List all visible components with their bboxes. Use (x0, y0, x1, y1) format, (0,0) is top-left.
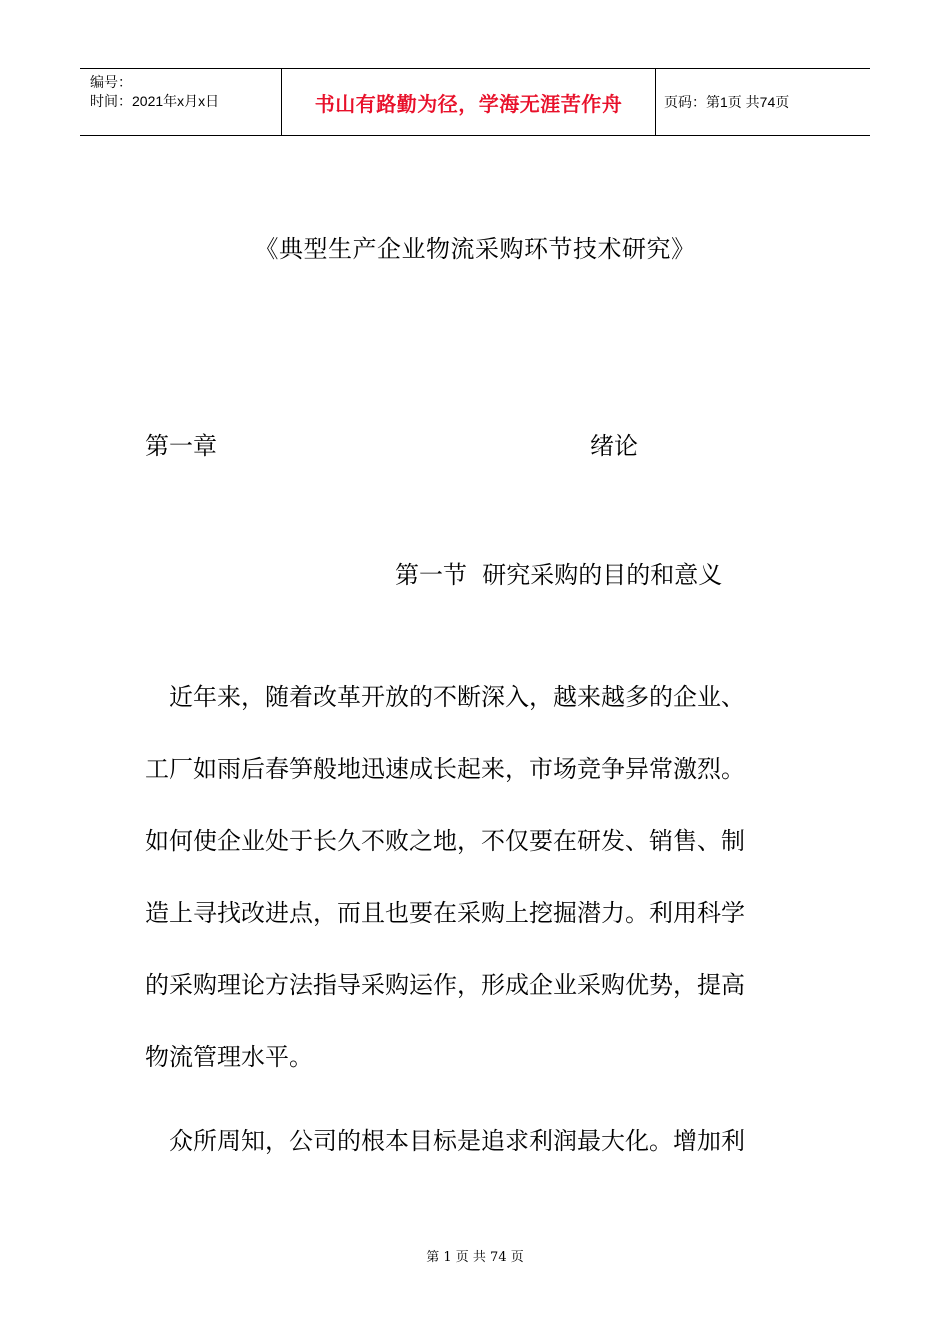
header-motto-cell (282, 69, 656, 135)
header-meta (80, 69, 282, 135)
paragraph-line: 的采购理论方法指导采购运作，形成企业采购优势，提高 (145, 971, 745, 999)
paragraph-line: 物流管理水平。 (145, 1043, 313, 1071)
motto-text: 书山有路勤为径，学海无涯苦作舟 (314, 91, 623, 116)
page-footer: 第 1 页 共 74 页 (426, 1250, 524, 1265)
chapter-name: 绪论 (590, 432, 638, 460)
paragraph-line: 近年来，随着改革开放的不断深入，越来越多的企业、 (169, 683, 745, 711)
page-info-text: 页码：第1页 共74页 (664, 94, 790, 110)
paragraph-line: 造上寻找改进点，而且也要在采购上挖掘潜力。利用科学 (145, 899, 745, 927)
section-title: 第一节 研究采购的目的和意义 (395, 561, 723, 589)
date-label: 时间：2021年x月x日 (90, 93, 220, 109)
paragraph-line: 众所周知，公司的根本目标是追求利润最大化。增加利 (169, 1127, 745, 1155)
paragraph-line: 工厂如雨后春笋般地迅速成长起来，市场竞争异常激烈。 (145, 755, 745, 783)
header-page-info (656, 69, 870, 135)
paragraph-2 (145, 1105, 815, 1177)
document-title: 《典型生产企业物流采购环节技术研究》 (254, 235, 696, 263)
paragraph-line: 如何使企业处于长久不败之地，不仅要在研发、销售、制 (145, 827, 745, 855)
page-header (80, 68, 870, 136)
number-label: 编号： (90, 74, 132, 90)
chapter-number: 第一章 (145, 432, 217, 460)
paragraph-1 (145, 661, 815, 1093)
